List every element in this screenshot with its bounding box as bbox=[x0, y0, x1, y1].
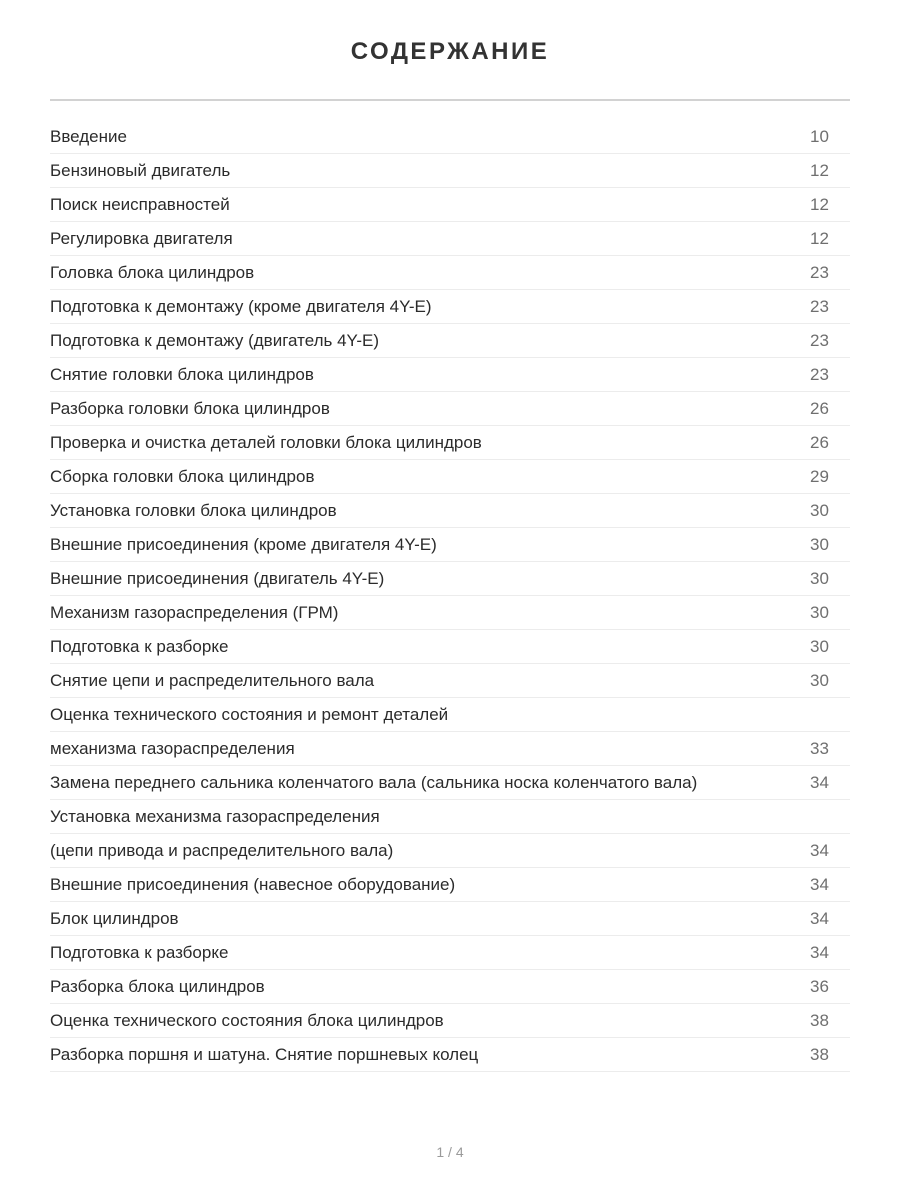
toc-entry-page-number: 33 bbox=[810, 738, 829, 758]
toc-entry[interactable] bbox=[50, 868, 850, 902]
toc-entry-page-number: 38 bbox=[810, 1010, 829, 1030]
toc-entry-page-number: 29 bbox=[810, 466, 829, 486]
toc-entry[interactable] bbox=[50, 460, 850, 494]
toc-entry-page-number: 12 bbox=[810, 194, 829, 214]
toc-entry-page-number: 23 bbox=[810, 330, 829, 350]
toc-entry-label: механизма газораспределения bbox=[50, 738, 295, 758]
toc-entry-label: Снятие головки блока цилиндров bbox=[50, 364, 314, 384]
toc-entry-label: Подготовка к демонтажу (кроме двигателя 4Y-E) bbox=[50, 296, 432, 316]
toc-entry-page-number: 36 bbox=[810, 976, 829, 996]
toc-entry-page-number: 12 bbox=[810, 160, 829, 180]
toc-entry[interactable] bbox=[50, 664, 850, 698]
toc-entry-label: Головка блока цилиндров bbox=[50, 262, 255, 282]
toc-entry-label: Поиск неисправностей bbox=[50, 194, 230, 214]
page-indicator: 1 / 4 bbox=[436, 1144, 464, 1160]
toc-entry[interactable] bbox=[50, 596, 850, 630]
toc-entry-page-number: 38 bbox=[810, 1044, 829, 1064]
toc-entry-page-number: 34 bbox=[810, 772, 829, 792]
toc-entry[interactable] bbox=[50, 902, 850, 936]
toc-entry-label: Блок цилиндров bbox=[50, 908, 179, 928]
toc-entry[interactable] bbox=[50, 1004, 850, 1038]
toc-entry-page-number: 30 bbox=[810, 602, 829, 622]
toc-entry-page-number: 23 bbox=[810, 296, 829, 316]
toc-entry-label: Механизм газораспределения (ГРМ) bbox=[50, 602, 339, 622]
toc-entry-page-number: 34 bbox=[810, 840, 829, 860]
title-divider bbox=[50, 99, 850, 101]
toc-entry[interactable] bbox=[50, 324, 850, 358]
toc-entry-label: Замена переднего сальника коленчатого вала (сальника носка коленчатого вала) bbox=[50, 772, 698, 792]
toc-entry-page-number: 26 bbox=[810, 432, 829, 452]
toc-entry-page-number: 30 bbox=[810, 534, 829, 554]
toc-entry-label: Внешние присоединения (навесное оборудование) bbox=[50, 874, 456, 894]
toc-entry[interactable] bbox=[50, 970, 850, 1004]
toc-entry-label: Оценка технического состояния блока цилиндров bbox=[50, 1010, 444, 1030]
toc-entry-page-number: 30 bbox=[810, 636, 829, 656]
toc-entry-page-number: 30 bbox=[810, 568, 829, 588]
toc-entry[interactable] bbox=[50, 256, 850, 290]
toc-entry-label: Подготовка к разборке bbox=[50, 636, 229, 656]
toc-entry[interactable] bbox=[50, 154, 850, 188]
toc-entry-page-number: 10 bbox=[810, 126, 829, 146]
toc-entry-label: Сборка головки блока цилиндров bbox=[50, 466, 315, 486]
toc-entry-page-number: 34 bbox=[810, 942, 829, 962]
toc-entry-page-number: 34 bbox=[810, 874, 829, 894]
toc-entry-page-number: 23 bbox=[810, 262, 829, 282]
toc-entry[interactable] bbox=[50, 528, 850, 562]
toc-entry-label: Бензиновый двигатель bbox=[50, 160, 231, 180]
table-of-contents bbox=[50, 120, 850, 1072]
toc-entry-page-number: 30 bbox=[810, 500, 829, 520]
toc-entry[interactable] bbox=[50, 630, 850, 664]
toc-entry-label: Оценка технического состояния и ремонт деталей bbox=[50, 704, 449, 724]
toc-entry[interactable] bbox=[50, 936, 850, 970]
toc-entry[interactable] bbox=[50, 732, 850, 766]
toc-entry[interactable] bbox=[50, 188, 850, 222]
toc-entry[interactable] bbox=[50, 120, 850, 154]
toc-entry-label: Установка механизма газораспределения bbox=[50, 806, 380, 826]
toc-entry[interactable] bbox=[50, 766, 850, 800]
page-title: СОДЕРЖАНИЕ bbox=[350, 38, 550, 65]
toc-entry[interactable] bbox=[50, 426, 850, 460]
toc-entry[interactable] bbox=[50, 358, 850, 392]
toc-entry-label: (цепи привода и распределительного вала) bbox=[50, 840, 394, 860]
toc-entry[interactable] bbox=[50, 392, 850, 426]
toc-entry-page-number: 30 bbox=[810, 670, 829, 690]
toc-entry-label: Разборка поршня и шатуна. Снятие поршневых колец bbox=[50, 1044, 479, 1064]
toc-entry-page-number: 34 bbox=[810, 908, 829, 928]
toc-entry-page-number: 23 bbox=[810, 364, 829, 384]
toc-entry-label: Разборка головки блока цилиндров bbox=[50, 398, 330, 418]
toc-entry-label: Внешние присоединения (двигатель 4Y-E) bbox=[50, 568, 385, 588]
toc-entry-label: Регулировка двигателя bbox=[50, 228, 233, 248]
toc-entry-page-number: 26 bbox=[810, 398, 829, 418]
toc-entry[interactable] bbox=[50, 562, 850, 596]
toc-entry-label: Снятие цепи и распределительного вала bbox=[50, 670, 375, 690]
toc-entry[interactable] bbox=[50, 698, 850, 732]
toc-entry-label: Проверка и очистка деталей головки блока цилиндров bbox=[50, 432, 482, 452]
toc-entry[interactable] bbox=[50, 834, 850, 868]
toc-entry[interactable] bbox=[50, 494, 850, 528]
toc-entry[interactable] bbox=[50, 1038, 850, 1072]
toc-entry-label: Введение bbox=[50, 126, 127, 146]
toc-entry-label: Разборка блока цилиндров bbox=[50, 976, 265, 996]
toc-entry[interactable] bbox=[50, 222, 850, 256]
toc-entry-label: Подготовка к разборке bbox=[50, 942, 229, 962]
toc-entry[interactable] bbox=[50, 290, 850, 324]
toc-entry[interactable] bbox=[50, 800, 850, 834]
toc-entry-label: Подготовка к демонтажу (двигатель 4Y-E) bbox=[50, 330, 379, 350]
toc-entry-page-number: 12 bbox=[810, 228, 829, 248]
toc-entry-label: Установка головки блока цилиндров bbox=[50, 500, 337, 520]
toc-entry-label: Внешние присоединения (кроме двигателя 4Y-E) bbox=[50, 534, 437, 554]
